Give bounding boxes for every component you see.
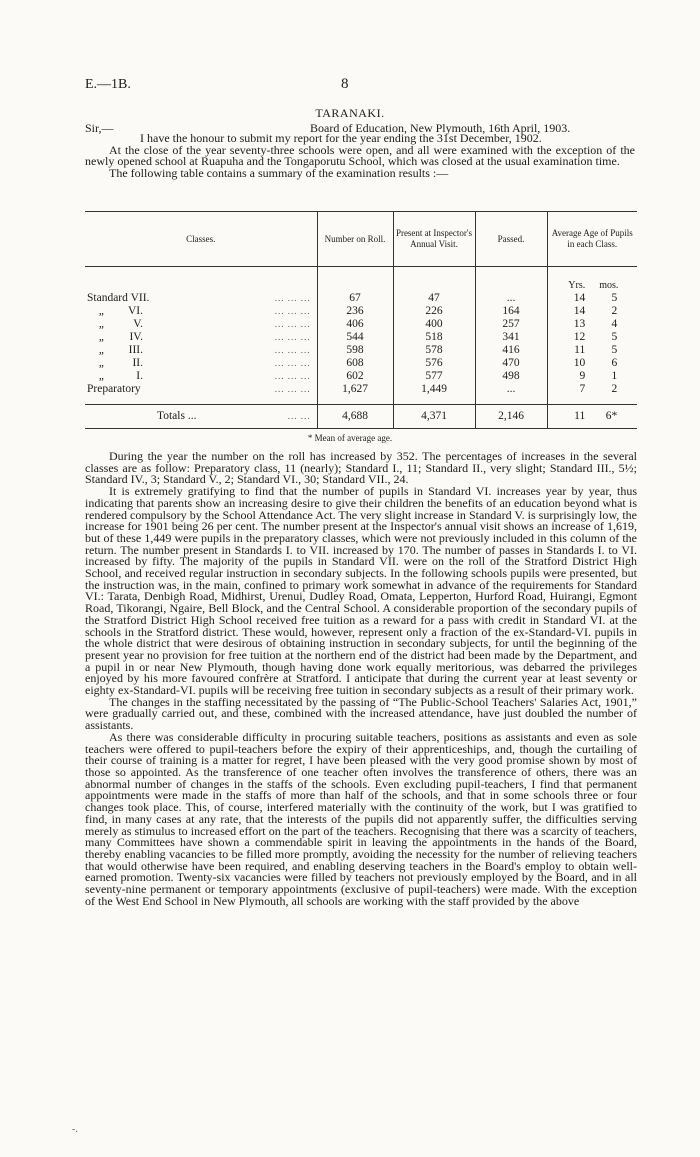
totals-label: Totals ...: [157, 410, 197, 422]
cell-passed: 164: [475, 305, 547, 318]
header-present: Present at Inspector's Annual Visit.: [393, 212, 475, 267]
cell-passed: 498: [475, 370, 547, 383]
cell-passed: ...: [475, 383, 547, 396]
class-name: III.: [128, 344, 143, 356]
cell-present: 1,449: [393, 383, 475, 396]
class-name: Preparatory: [87, 383, 141, 395]
body-paragraph: As there was considerable difficulty in procuring suitable teachers, positions as assistants and even as sole teachers were offered to pupil-teachers before the expiry of their apprenticeships, and, though the curtailing of their course of training is a matter for regret, I have been pleased with the very good promise shown by most of those so appointed. As the transference of one teacher often involves the transference of others, there was an abnormal number of changes in the staffs of the schools. Even excluding pupil-teachers, I find that permanent appointments were made in the staffs of more than half of the schools, and that in some schools three or four changes took place. This, of course, interfered materially with the continuity of the work, but I was gratified to find, in many cases at any rate, that the interests of the pupils did not apparently suffer, the difficulties serving merely as stimulus to increased effort on the part of the teachers. Recognising that there was a scarcity of teachers, many Committees have shown a commendable spirit in leaving the appointments in the hands of the Board, thereby enabling vacancies to be filled more promptly, avoiding the necessity for the number of relieving teachers that would otherwise have been required, and enabling deserving teachers in the Board's employ to obtain well-earned promotion. Twenty-six vacancies were filled by teachers not previously employed by the Board, and in all seventy-nine permanent or temporary appointments (exclusive of pupil-teachers) were made. With the exception of the West End School in New Plymouth, all schools are working with the staff provided by the above: [85, 729, 637, 908]
cell-present: 226: [393, 305, 475, 318]
cell-passed: 257: [475, 318, 547, 331]
class-name: V.: [133, 318, 143, 330]
cell-passed: 416: [475, 344, 547, 357]
table-row: [85, 318, 637, 331]
intro-paragraph: The following table contains a summary of the examination results :—: [109, 165, 449, 180]
cell-months: 4: [611, 318, 618, 330]
spacer-row: [85, 396, 637, 405]
page-number: 8: [341, 76, 349, 92]
class-name: IV.: [129, 331, 143, 343]
cell-roll: 602: [317, 370, 393, 383]
header-average-age: Average Age of Pupils in each Class.: [547, 212, 637, 267]
cell-months: 5: [611, 344, 618, 356]
cell-passed: 470: [475, 357, 547, 370]
ditto-mark: „: [98, 370, 106, 382]
body-paragraph: During the year the number on the roll has increased by 352. The percentages of increases in the several classes are as follow: Preparatory class, 11 (nearly); Standard I., 11; Standard II., very slight; Standard III., 5½; Standard IV., 3; Standard V., 2; Standard VI., 30; Standard VII., 24.: [85, 449, 637, 487]
table-header-row: [85, 212, 637, 267]
cell-years: 11: [574, 344, 586, 356]
cell-months: 5: [611, 292, 618, 304]
leader-dots: ... ...: [287, 411, 311, 421]
intro-paragraph: I have the honour to submit my report for the year ending the 31st December, 1902.: [140, 131, 542, 145]
leader-dots: ... ... ...: [274, 293, 311, 303]
cell-present: 577: [393, 370, 475, 383]
cell-roll: 67: [317, 292, 393, 305]
class-name: VI.: [127, 305, 143, 317]
cell-roll: 608: [317, 357, 393, 370]
ditto-mark: „: [98, 305, 106, 317]
intro-block: [85, 133, 635, 179]
ditto-mark: „: [98, 318, 106, 330]
margin-mark: -.: [72, 1124, 78, 1135]
section-heading: TARANAKI.: [315, 106, 385, 120]
table-row: [85, 305, 637, 318]
cell-roll: 406: [317, 318, 393, 331]
report-body: [85, 451, 637, 907]
cell-years: 14: [573, 292, 586, 304]
body-paragraph: It is extremely gratifying to find that the number of pupils in Standard VI. increases year by year, thus indicating that parents show an increasing desire to give their children the benefits of an education beyond what is rendered compulsory by the School Attendance Act. The very slight increase in Standard V. is surprisingly low, the increase for 1901 being 26 per cent. The number present at the Inspector's annual visit shows an increase of 1,619, but of these 1,449 were pupils in the preparatory classes, which were not previously included in this column of the return. The number present in Standards I. to VII. increased by 170. The number of passes in Standards I. to VI. increased by fifty. The majority of the pupils in Standard VII. were on the roll of the Stratford District High School, and received regular instruction in secondary subjects. In the following schools pupils were presented, but the instruction was, in the main, confined to primary work somewhat in advance of the requirements for Standard VI.: Tarata, Denbigh Road, Midhirst, Urenui, Dudley Road, Omata, Lepperton, Hurford Road, Huirangi, Egmont Road, Tikorangi, Ngaire, Bell Block, and the Central School. A considerable proportion of the secondary pupils of the Stratford District High School received free tuition as a reward for a pass with credit in Standard VI. at the schools in the Stratford district. These would, however, represent only a fraction of the ex-Standard-VI. pupils in the whole district that were desirous of obtaining instruction in secondary subjects, for until the beginning of the present year no provision for free tuition at the northern end of the district had been made by the Department, and a pupil in or near New Plymouth, though having done work equally meritorious, was debarred the privileges enjoyed by his more favoured confrère at Stratford. I anticipate that during the current year at least seventy or eighty ex-Standard-VI. pupils will be receiving free tuition in secondary subjects as a result of their primary work.: [85, 484, 637, 698]
table-row: [85, 344, 637, 357]
cell-passed: ...: [475, 292, 547, 305]
cell-roll: 236: [317, 305, 393, 318]
cell-present: 576: [393, 357, 475, 370]
table-footnote: * Mean of average age.: [307, 433, 393, 443]
cell-present: 518: [393, 331, 475, 344]
unit-years: Yrs.: [568, 280, 586, 291]
class-name: VII.: [130, 292, 150, 304]
cell-months: 2: [611, 383, 618, 395]
cell-months: 1: [611, 370, 618, 382]
cell-passed: 341: [475, 331, 547, 344]
cell-roll: 598: [317, 344, 393, 357]
totals-months: 6*: [605, 410, 618, 422]
table-row: [85, 357, 637, 370]
totals-roll: 4,688: [317, 405, 393, 429]
leader-dots: ... ... ...: [274, 371, 311, 381]
header-passed: Passed.: [475, 212, 547, 267]
cell-present: 47: [393, 292, 475, 305]
salutation: Sir,—: [85, 121, 114, 135]
cell-years: 12: [573, 331, 586, 343]
ditto-mark: „: [98, 357, 106, 369]
leader-dots: ... ... ...: [274, 384, 311, 394]
header-classes: Classes.: [85, 212, 317, 267]
leader-dots: ... ... ...: [274, 319, 311, 329]
cell-years: 7: [579, 383, 586, 395]
totals-years: 11: [574, 410, 586, 422]
table-row: [85, 383, 637, 396]
cell-years: 10: [573, 357, 586, 369]
unit-months: mos.: [599, 280, 619, 291]
table-row: [85, 331, 637, 344]
units-row: [85, 267, 637, 293]
leader-dots: ... ... ...: [274, 306, 311, 316]
cell-roll: 1,627: [317, 383, 393, 396]
class-name: I.: [136, 370, 143, 382]
totals-passed: 2,146: [475, 405, 547, 429]
table-row: [85, 292, 637, 305]
body-paragraph: The changes in the staffing necessitated by the passing of “The Public-School Teachers' Salaries Act, 1901,” were gradually carried out, and these, combined with the increased attendance, have just doubled the number of assistants.: [85, 694, 637, 733]
cell-months: 6: [611, 357, 618, 369]
table-row: [85, 370, 637, 383]
ditto-mark: „: [98, 331, 106, 343]
cell-months: 2: [611, 305, 618, 317]
leader-dots: ... ... ...: [274, 345, 311, 355]
cell-present: 400: [393, 318, 475, 331]
totals-present: 4,371: [393, 405, 475, 429]
class-prefix: Standard: [87, 292, 128, 304]
cell-years: 13: [573, 318, 586, 330]
cell-months: 5: [611, 331, 618, 343]
cell-years: 14: [573, 305, 586, 317]
ditto-mark: „: [98, 344, 106, 356]
class-name: II.: [132, 357, 143, 369]
cell-years: 9: [579, 370, 586, 382]
totals-row: [85, 405, 637, 429]
leader-dots: ... ... ...: [274, 358, 311, 368]
header-number-on-roll: Number on Roll.: [317, 212, 393, 267]
cell-present: 578: [393, 344, 475, 357]
results-table: [85, 211, 637, 429]
intro-paragraph: At the close of the year seventy-three schools were open, and all were examined with the exception of the newly opened school at Ruapuha and the Tongaporutu School, which was closed at the usual examination time.: [85, 142, 635, 169]
dateline: Board of Education, New Plymouth, 16th April, 1903.: [310, 121, 571, 135]
document-reference: E.—1B.: [85, 77, 131, 92]
leader-dots: ... ... ...: [274, 332, 311, 342]
cell-roll: 544: [317, 331, 393, 344]
